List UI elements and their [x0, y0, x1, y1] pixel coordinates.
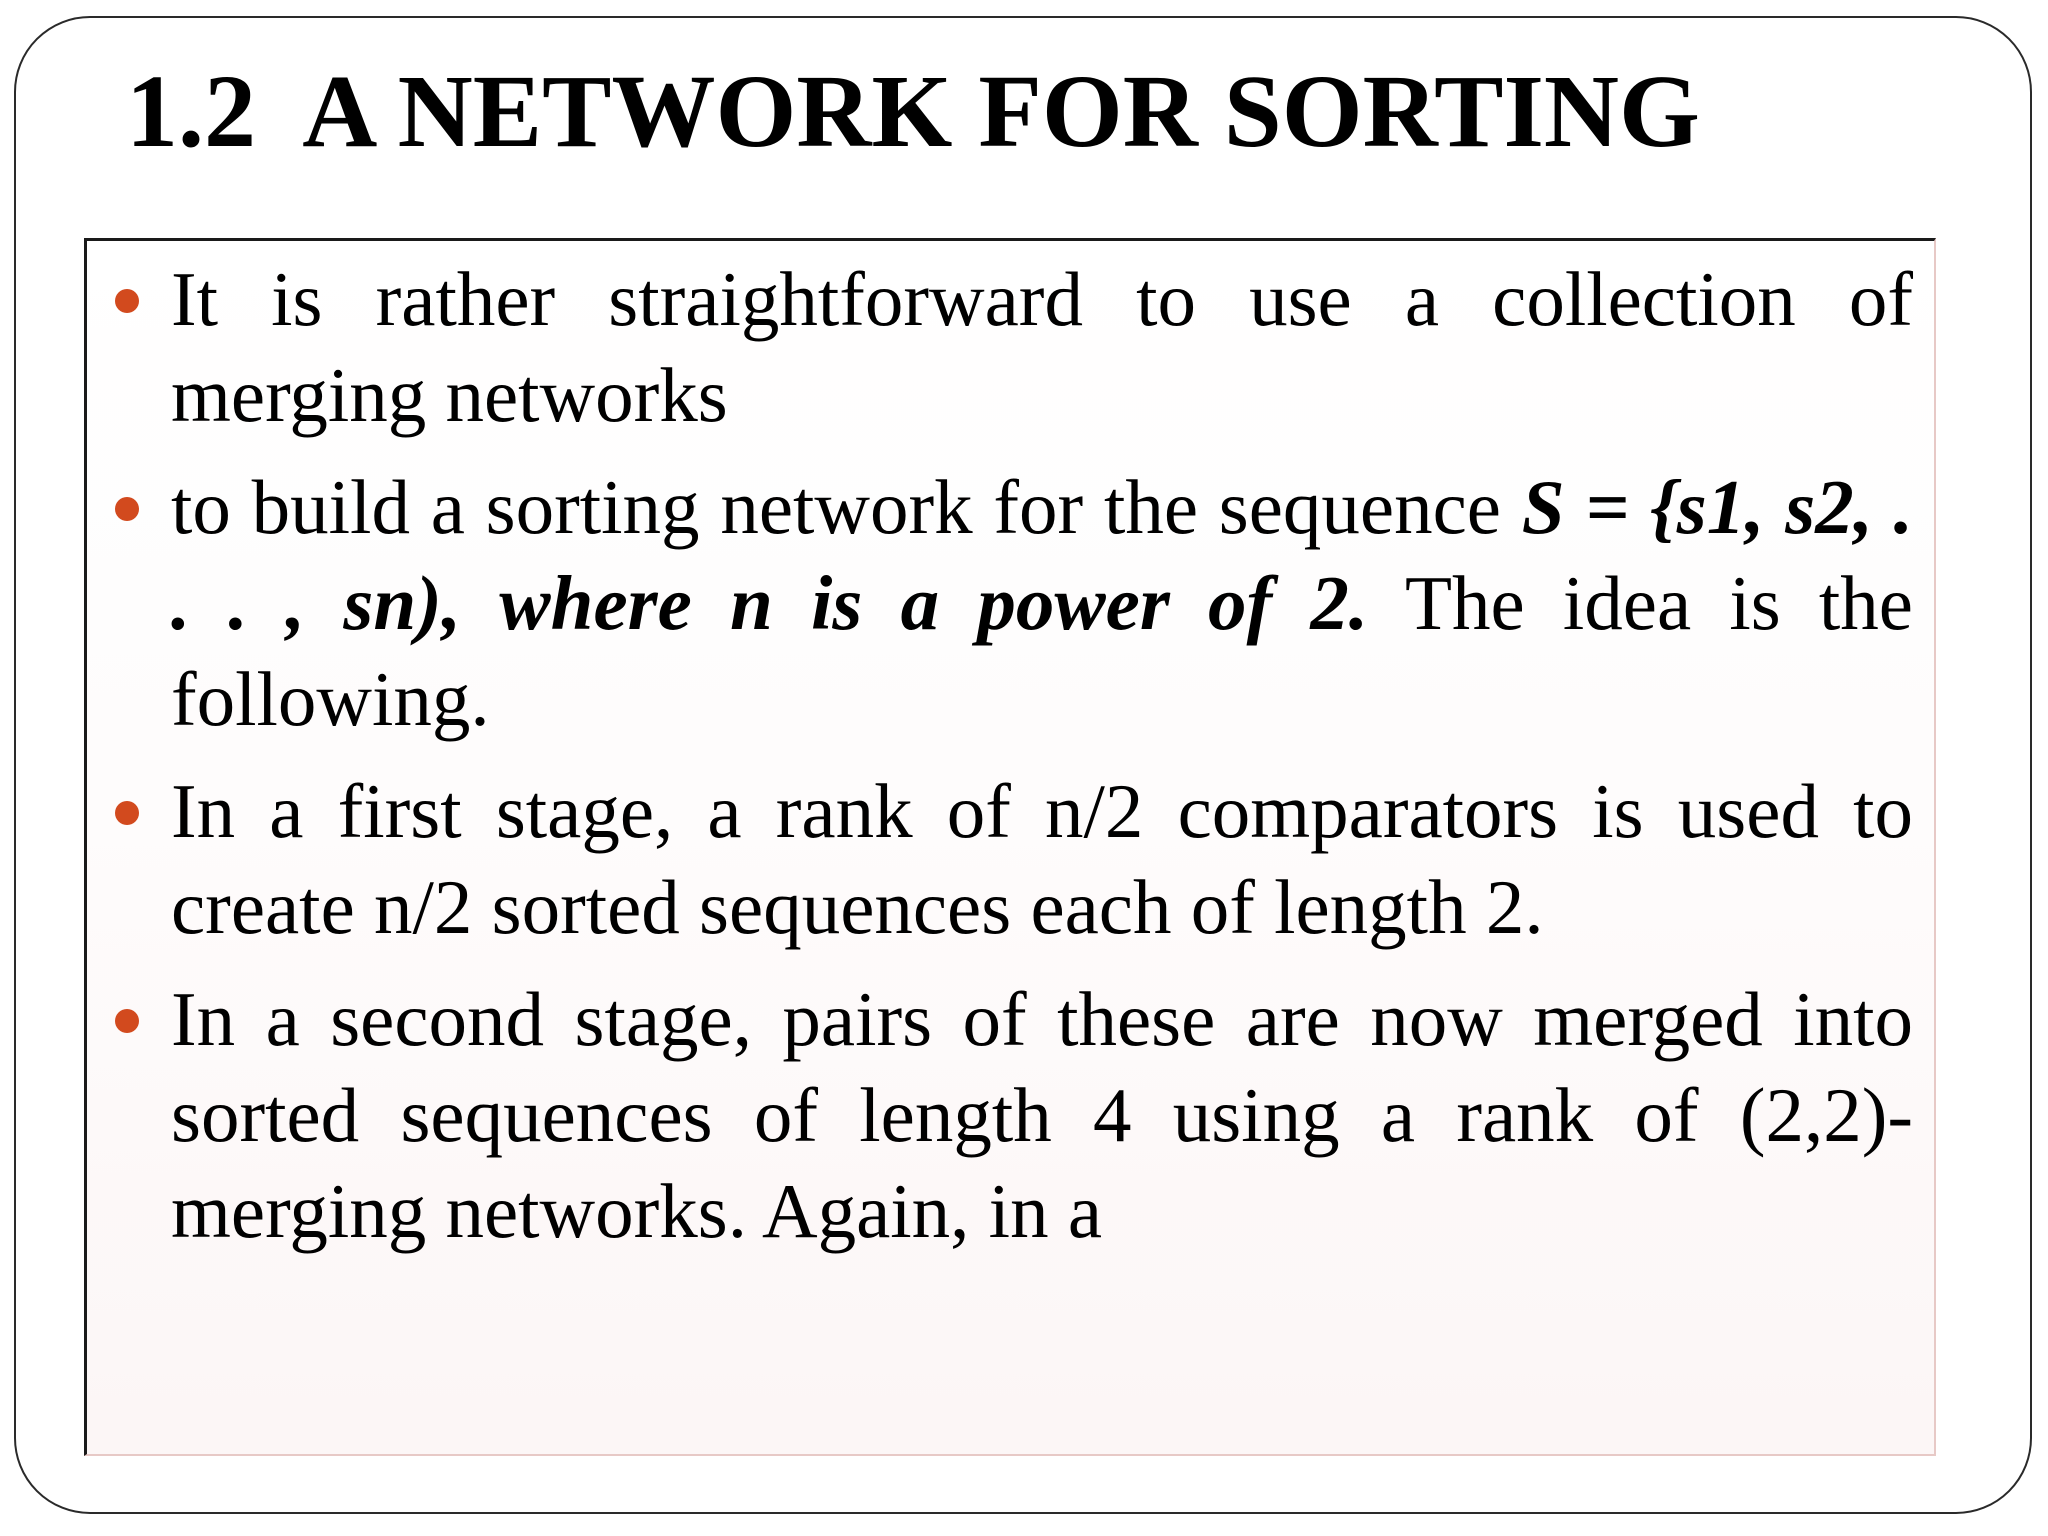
- bullet-text: In a first stage, a rank of n/2 comparators is used to create n/2 sorted sequences each of length 2.: [171, 768, 1913, 950]
- bullet-text: It is rather straightforward to use a collection of merging networks: [171, 256, 1913, 438]
- slide-title: 1.2 A NETWORK FOR SORTING: [126, 54, 1700, 169]
- content-box: [84, 238, 1936, 1456]
- bullet-text-continuation: The idea is the following.: [171, 560, 1913, 742]
- bullet-item-sorting-network: [171, 459, 1913, 747]
- bullet-text: to build a sorting network for the sequence: [171, 464, 1522, 550]
- bullet-dot-icon: [115, 497, 139, 521]
- sequence-definition: S = {s1, s2, . . . , sn), where n is a power of 2.: [171, 464, 1913, 646]
- bullet-item-merging-networks: [171, 251, 1913, 443]
- bullet-dot-icon: [115, 1009, 139, 1033]
- bullet-dot-icon: [115, 289, 139, 313]
- bullet-item-second-stage: [171, 971, 1913, 1259]
- bullet-dot-icon: [115, 801, 139, 825]
- bullet-text: In a second stage, pairs of these are now merged into sorted sequences of length 4 using a rank of (2,2)-merging networks. Again, in a: [171, 976, 1913, 1254]
- bullet-item-first-stage: [171, 763, 1913, 955]
